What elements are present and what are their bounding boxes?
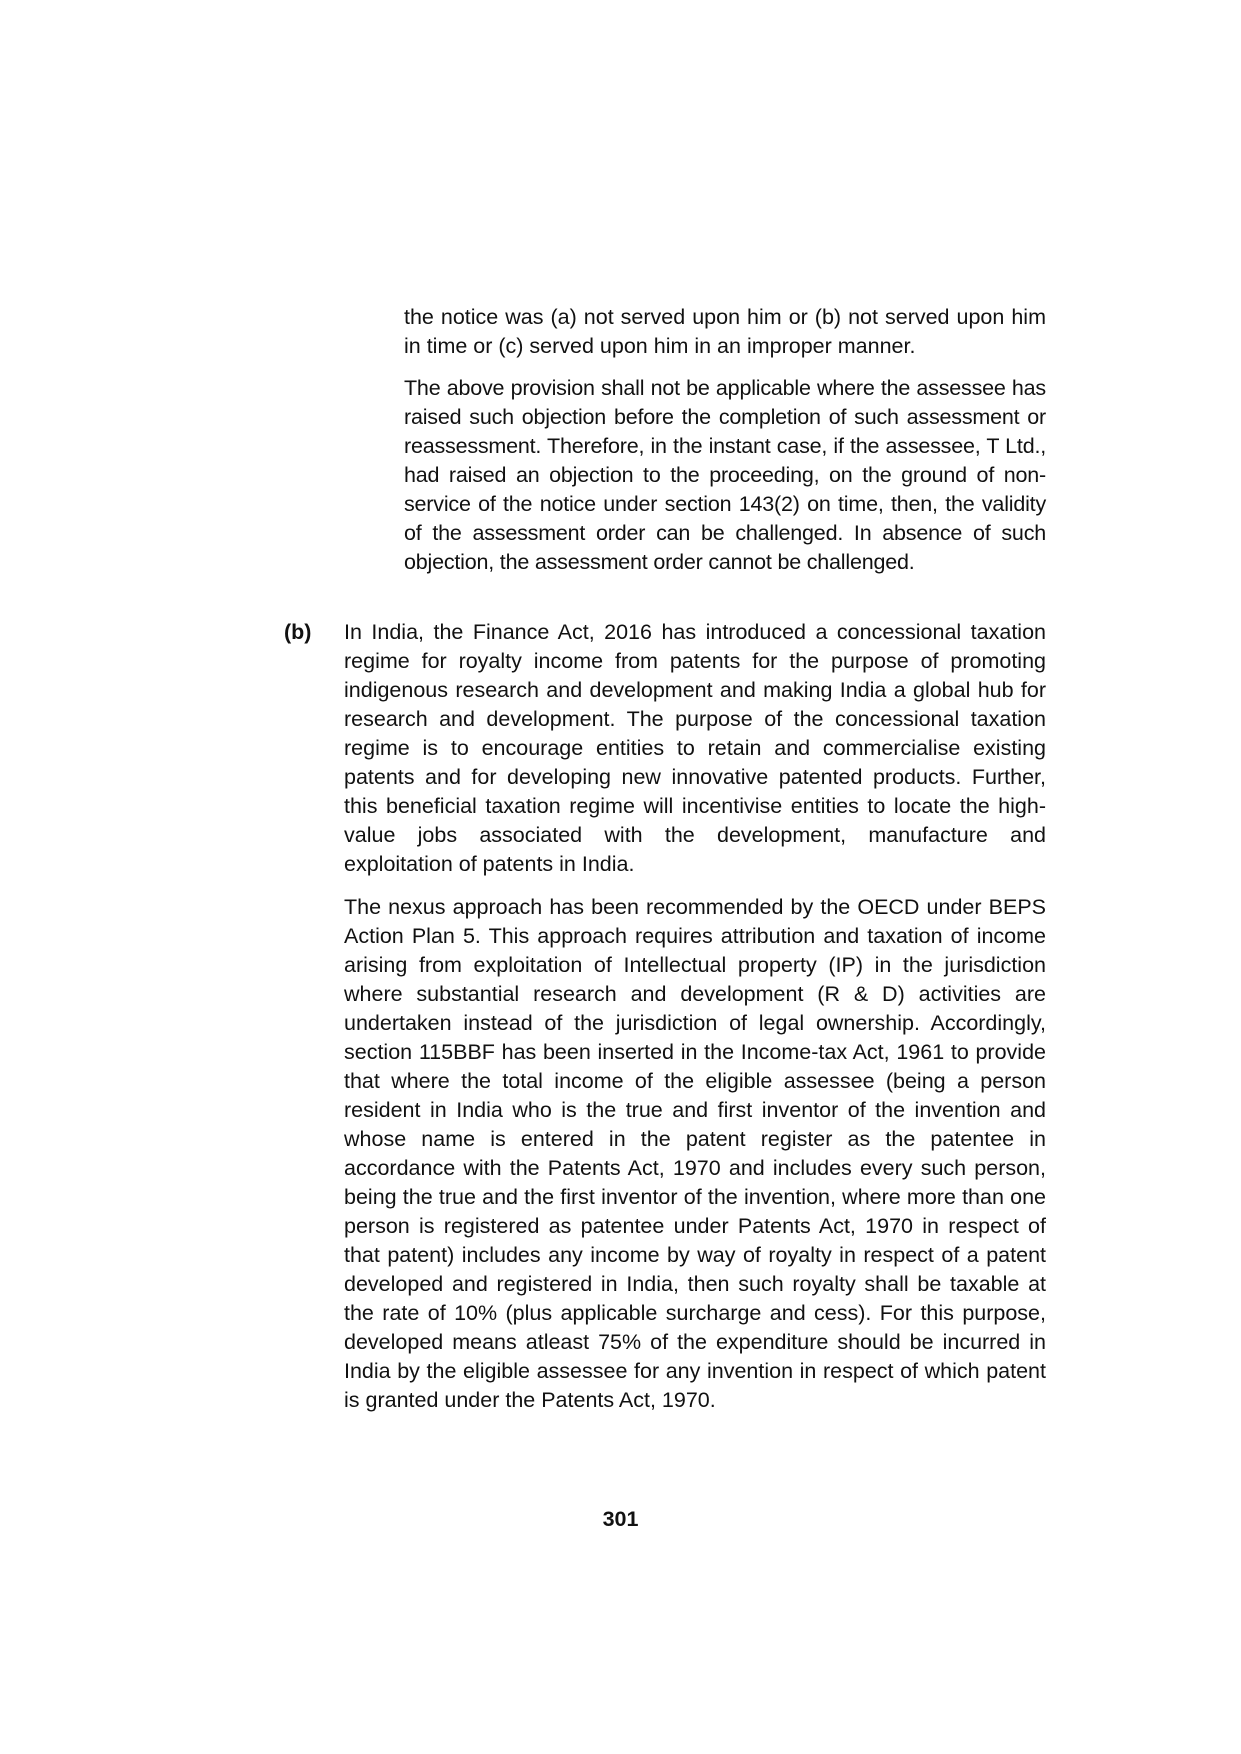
provision-paragraph: The above provision shall not be applicable where the assessee has raised such objection before the completion of such assessment or reassessment. Therefore, in the instant case, if the assessee, T Ltd., had raised an objection to the proceeding, on the ground of non-service of the notice under section 143(2) on time, then, the validity of the assessment order can be challenged. In absence of such objection, the assessment order cannot be challenged. [404,376,1046,574]
item-b-intro-paragraph: In India, the Finance Act, 2016 has introduced a concessional taxation regime for royalty income from patents for the purpose of promoting indigenous research and development and making India a global hub for research and development. The purpose of the concessional taxation regime is to encourage entities to retain and commercialise existing patents and for developing new innovative patented products. Further, this beneficial taxation regime will incentivise entities to locate the high-value jobs associated with the development, manufacture and exploitation of patents in India. [344,620,1046,876]
item-b-label: (b) [284,620,312,644]
continued-paragraph: the notice was (a) not served upon him or (b) not served upon him in time or (c) served upon him in an improper manner. [404,305,1046,358]
page-number: 301 [602,1507,639,1531]
item-b-nexus-paragraph: The nexus approach has been recommended by the OECD under BEPS Action Plan 5. This approach requires attribution and taxation of income arising from exploitation of Intellectual property (IP) in the jurisdiction where substantial research and development (R & D) activities are undertaken instead of the jurisdiction of legal ownership. Accordingly, section 115BBF has been inserted in the Income-tax Act, 1961 to provide that where the total income of the eligible assessee (being a person resident in India who is the true and first inventor of the invention and whose name is entered in the patent register as the patentee in accordance with the Patents Act, 1970 and includes every such person, being the true and the first inventor of the invention, where more than one person is registered as patentee under Patents Act, 1970 in respect of that patent) includes any income by way of royalty in respect of a patent developed and registered in India, then such royalty shall be taxable at the rate of 10% (plus applicable surcharge and cess). For this purpose, developed means atleast 75% of the expenditure should be incurred in India by the eligible assessee for any invention in respect of which patent is granted under the Patents Act, 1970. [344,895,1046,1412]
